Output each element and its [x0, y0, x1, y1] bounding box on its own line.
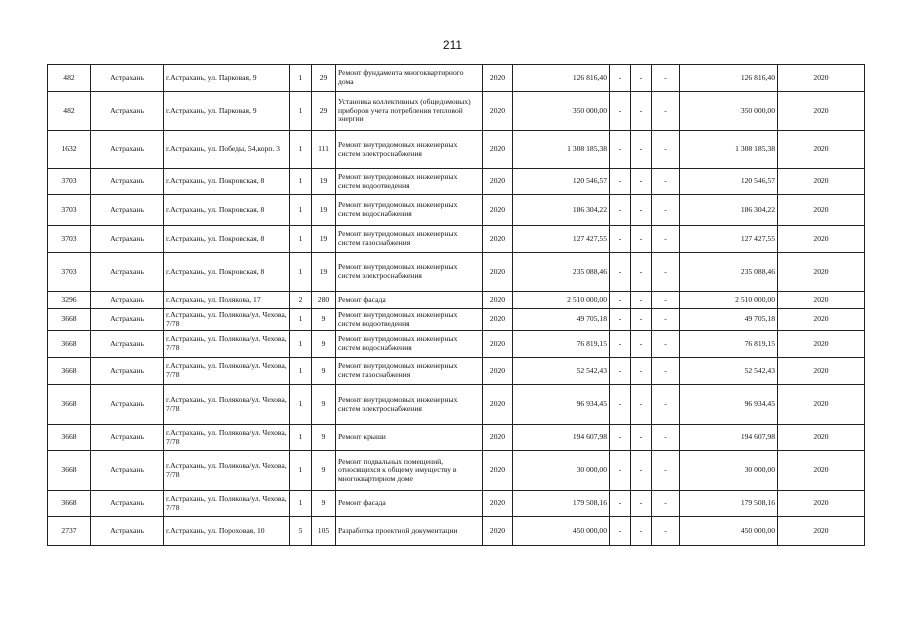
city-cell: Астрахань [91, 358, 164, 385]
empty-value-cell: - [652, 358, 680, 385]
city-cell: Астрахань [91, 309, 164, 331]
table-row [48, 491, 865, 517]
empty-value-cell: - [631, 309, 652, 331]
table-row [48, 385, 865, 425]
city-cell: Астрахань [91, 385, 164, 425]
work-type-cell: Ремонт подвальных помещений, относящихся к общему имуществу в многоквартирном доме [336, 451, 483, 491]
table-row [48, 309, 865, 331]
total-amount-cell: 350 000,00 [680, 92, 778, 131]
table-row [48, 331, 865, 358]
empty-value-cell: - [610, 358, 631, 385]
work-type-cell: Установка коллективных (общедомовых) приборов учета потребления тепловой энергии [336, 92, 483, 131]
object-id-cell: 3668 [48, 425, 91, 451]
city-cell: Астрахань [91, 491, 164, 517]
empty-value-cell: - [631, 292, 652, 309]
floors-cell: 2 [290, 292, 312, 309]
table-row [48, 358, 865, 385]
object-id-cell: 3668 [48, 491, 91, 517]
address-cell: г.Астрахань, ул. Полякова/ул. Чехова, 7/78 [164, 425, 290, 451]
empty-value-cell: - [610, 195, 631, 226]
empty-value-cell: - [610, 491, 631, 517]
finish-year-cell: 2020 [778, 92, 865, 131]
apartments-cell: 29 [312, 92, 336, 131]
address-cell: г.Астрахань, ул. Полякова/ул. Чехова, 7/78 [164, 309, 290, 331]
empty-value-cell: - [652, 425, 680, 451]
empty-value-cell: - [610, 292, 631, 309]
empty-value-cell: - [652, 491, 680, 517]
table-row [48, 195, 865, 226]
year-cell: 2020 [483, 131, 513, 169]
table-row [48, 92, 865, 131]
table-row [48, 226, 865, 253]
empty-value-cell: - [610, 169, 631, 195]
finish-year-cell: 2020 [778, 195, 865, 226]
empty-value-cell: - [610, 425, 631, 451]
finish-year-cell: 2020 [778, 425, 865, 451]
object-id-cell: 3668 [48, 385, 91, 425]
city-cell: Астрахань [91, 195, 164, 226]
work-type-cell: Ремонт крыши [336, 425, 483, 451]
empty-value-cell: - [610, 226, 631, 253]
table-row [48, 517, 865, 546]
empty-value-cell: - [610, 309, 631, 331]
empty-value-cell: - [652, 169, 680, 195]
year-cell: 2020 [483, 226, 513, 253]
total-amount-cell: 76 819,15 [680, 331, 778, 358]
apartments-cell: 29 [312, 65, 336, 92]
table-row [48, 65, 865, 92]
amount-cell: 120 546,57 [513, 169, 610, 195]
empty-value-cell: - [652, 292, 680, 309]
empty-value-cell: - [631, 253, 652, 292]
amount-cell: 49 705,18 [513, 309, 610, 331]
work-type-cell: Ремонт фасада [336, 292, 483, 309]
table-body [48, 65, 865, 546]
total-amount-cell: 194 607,98 [680, 425, 778, 451]
total-amount-cell: 127 427,55 [680, 226, 778, 253]
finish-year-cell: 2020 [778, 385, 865, 425]
floors-cell: 1 [290, 92, 312, 131]
empty-value-cell: - [610, 385, 631, 425]
address-cell: г.Астрахань, ул. Полякова/ул. Чехова, 7/78 [164, 385, 290, 425]
total-amount-cell: 1 308 185,38 [680, 131, 778, 169]
object-id-cell: 2737 [48, 517, 91, 546]
apartments-cell: 19 [312, 195, 336, 226]
year-cell: 2020 [483, 491, 513, 517]
empty-value-cell: - [652, 331, 680, 358]
finish-year-cell: 2020 [778, 517, 865, 546]
address-cell: г.Астрахань, ул. Покровская, 8 [164, 226, 290, 253]
total-amount-cell: 96 934,45 [680, 385, 778, 425]
address-cell: г.Астрахань, ул. Покровская, 8 [164, 169, 290, 195]
city-cell: Астрахань [91, 65, 164, 92]
floors-cell: 1 [290, 226, 312, 253]
amount-cell: 76 819,15 [513, 331, 610, 358]
apartments-cell: 19 [312, 169, 336, 195]
empty-value-cell: - [631, 451, 652, 491]
apartments-cell: 9 [312, 491, 336, 517]
floors-cell: 1 [290, 131, 312, 169]
city-cell: Астрахань [91, 292, 164, 309]
apartments-cell: 9 [312, 451, 336, 491]
amount-cell: 96 934,45 [513, 385, 610, 425]
finish-year-cell: 2020 [778, 226, 865, 253]
year-cell: 2020 [483, 65, 513, 92]
floors-cell: 1 [290, 491, 312, 517]
amount-cell: 52 542,43 [513, 358, 610, 385]
empty-value-cell: - [610, 331, 631, 358]
address-cell: г.Астрахань, ул. Полякова/ул. Чехова, 7/78 [164, 491, 290, 517]
object-id-cell: 3668 [48, 358, 91, 385]
empty-value-cell: - [610, 131, 631, 169]
address-cell: г.Астрахань, ул. Победы, 54,корп. 3 [164, 131, 290, 169]
work-type-cell: Ремонт внутридомовых инженерных систем электроснабжения [336, 131, 483, 169]
work-type-cell: Ремонт внутридомовых инженерных систем водоотведения [336, 169, 483, 195]
finish-year-cell: 2020 [778, 131, 865, 169]
total-amount-cell: 2 510 000,00 [680, 292, 778, 309]
floors-cell: 5 [290, 517, 312, 546]
floors-cell: 1 [290, 358, 312, 385]
object-id-cell: 3668 [48, 309, 91, 331]
empty-value-cell: - [652, 253, 680, 292]
empty-value-cell: - [610, 92, 631, 131]
work-type-cell: Разработка проектной документации [336, 517, 483, 546]
address-cell: г.Астрахань, ул. Покровская, 8 [164, 253, 290, 292]
amount-cell: 1 308 185,38 [513, 131, 610, 169]
floors-cell: 1 [290, 331, 312, 358]
floors-cell: 1 [290, 253, 312, 292]
empty-value-cell: - [631, 195, 652, 226]
object-id-cell: 3668 [48, 451, 91, 491]
finish-year-cell: 2020 [778, 358, 865, 385]
object-id-cell: 482 [48, 92, 91, 131]
total-amount-cell: 450 000,00 [680, 517, 778, 546]
apartments-cell: 9 [312, 425, 336, 451]
repair-registry-table [47, 64, 865, 546]
table-row [48, 292, 865, 309]
finish-year-cell: 2020 [778, 292, 865, 309]
finish-year-cell: 2020 [778, 331, 865, 358]
empty-value-cell: - [631, 425, 652, 451]
apartments-cell: 9 [312, 385, 336, 425]
city-cell: Астрахань [91, 131, 164, 169]
empty-value-cell: - [610, 451, 631, 491]
finish-year-cell: 2020 [778, 253, 865, 292]
total-amount-cell: 126 816,40 [680, 65, 778, 92]
year-cell: 2020 [483, 451, 513, 491]
table-row [48, 451, 865, 491]
floors-cell: 1 [290, 385, 312, 425]
amount-cell: 127 427,55 [513, 226, 610, 253]
city-cell: Астрахань [91, 425, 164, 451]
page-number: 211 [442, 38, 463, 52]
year-cell: 2020 [483, 358, 513, 385]
object-id-cell: 3703 [48, 253, 91, 292]
floors-cell: 1 [290, 309, 312, 331]
empty-value-cell: - [631, 491, 652, 517]
address-cell: г.Астрахань, ул. Полякова/ул. Чехова, 7/78 [164, 331, 290, 358]
amount-cell: 186 304,22 [513, 195, 610, 226]
work-type-cell: Ремонт внутридомовых инженерных систем водоснабжения [336, 331, 483, 358]
apartments-cell: 111 [312, 131, 336, 169]
empty-value-cell: - [610, 253, 631, 292]
object-id-cell: 3703 [48, 195, 91, 226]
finish-year-cell: 2020 [778, 491, 865, 517]
empty-value-cell: - [652, 195, 680, 226]
city-cell: Астрахань [91, 92, 164, 131]
empty-value-cell: - [652, 131, 680, 169]
empty-value-cell: - [631, 226, 652, 253]
total-amount-cell: 186 304,22 [680, 195, 778, 226]
address-cell: г.Астрахань, ул. Полякова/ул. Чехова, 7/78 [164, 451, 290, 491]
year-cell: 2020 [483, 253, 513, 292]
floors-cell: 1 [290, 169, 312, 195]
empty-value-cell: - [631, 131, 652, 169]
amount-cell: 2 510 000,00 [513, 292, 610, 309]
apartments-cell: 9 [312, 358, 336, 385]
finish-year-cell: 2020 [778, 169, 865, 195]
total-amount-cell: 30 000,00 [680, 451, 778, 491]
table-row [48, 425, 865, 451]
empty-value-cell: - [652, 65, 680, 92]
empty-value-cell: - [631, 517, 652, 546]
city-cell: Астрахань [91, 253, 164, 292]
total-amount-cell: 120 546,57 [680, 169, 778, 195]
year-cell: 2020 [483, 331, 513, 358]
address-cell: г.Астрахань, ул. Полякова, 17 [164, 292, 290, 309]
amount-cell: 235 088,46 [513, 253, 610, 292]
empty-value-cell: - [631, 169, 652, 195]
work-type-cell: Ремонт внутридомовых инженерных систем электроснабжения [336, 385, 483, 425]
amount-cell: 450 000,00 [513, 517, 610, 546]
empty-value-cell: - [652, 385, 680, 425]
finish-year-cell: 2020 [778, 65, 865, 92]
empty-value-cell: - [652, 517, 680, 546]
year-cell: 2020 [483, 517, 513, 546]
empty-value-cell: - [631, 65, 652, 92]
apartments-cell: 9 [312, 309, 336, 331]
year-cell: 2020 [483, 292, 513, 309]
finish-year-cell: 2020 [778, 309, 865, 331]
apartments-cell: 19 [312, 226, 336, 253]
city-cell: Астрахань [91, 331, 164, 358]
apartments-cell: 9 [312, 331, 336, 358]
empty-value-cell: - [631, 331, 652, 358]
floors-cell: 1 [290, 451, 312, 491]
year-cell: 2020 [483, 195, 513, 226]
amount-cell: 179 508,16 [513, 491, 610, 517]
city-cell: Астрахань [91, 226, 164, 253]
total-amount-cell: 49 705,18 [680, 309, 778, 331]
floors-cell: 1 [290, 65, 312, 92]
address-cell: г.Астрахань, ул. Парковая, 9 [164, 92, 290, 131]
work-type-cell: Ремонт внутридомовых инженерных систем газоснабжения [336, 358, 483, 385]
empty-value-cell: - [610, 65, 631, 92]
city-cell: Астрахань [91, 517, 164, 546]
year-cell: 2020 [483, 169, 513, 195]
object-id-cell: 3703 [48, 169, 91, 195]
object-id-cell: 3668 [48, 331, 91, 358]
address-cell: г.Астрахань, ул. Полякова/ул. Чехова, 7/78 [164, 358, 290, 385]
empty-value-cell: - [610, 517, 631, 546]
table-row [48, 131, 865, 169]
address-cell: г.Астрахань, ул. Покровская, 8 [164, 195, 290, 226]
year-cell: 2020 [483, 385, 513, 425]
city-cell: Астрахань [91, 451, 164, 491]
finish-year-cell: 2020 [778, 451, 865, 491]
empty-value-cell: - [652, 92, 680, 131]
year-cell: 2020 [483, 309, 513, 331]
apartments-cell: 280 [312, 292, 336, 309]
table-row [48, 253, 865, 292]
object-id-cell: 3703 [48, 226, 91, 253]
address-cell: г.Астрахань, ул. Пороховая, 10 [164, 517, 290, 546]
total-amount-cell: 179 508,16 [680, 491, 778, 517]
empty-value-cell: - [652, 309, 680, 331]
year-cell: 2020 [483, 425, 513, 451]
floors-cell: 1 [290, 425, 312, 451]
work-type-cell: Ремонт внутридомовых инженерных систем водоснабжения [336, 195, 483, 226]
year-cell: 2020 [483, 92, 513, 131]
object-id-cell: 3296 [48, 292, 91, 309]
apartments-cell: 105 [312, 517, 336, 546]
amount-cell: 126 816,40 [513, 65, 610, 92]
object-id-cell: 1632 [48, 131, 91, 169]
empty-value-cell: - [652, 226, 680, 253]
apartments-cell: 19 [312, 253, 336, 292]
work-type-cell: Ремонт фундамента многоквартирного дома [336, 65, 483, 92]
work-type-cell: Ремонт внутридомовых инженерных систем водоотведения [336, 309, 483, 331]
table-row [48, 169, 865, 195]
city-cell: Астрахань [91, 169, 164, 195]
work-type-cell: Ремонт внутридомовых инженерных систем газоснабжения [336, 226, 483, 253]
total-amount-cell: 52 542,43 [680, 358, 778, 385]
amount-cell: 30 000,00 [513, 451, 610, 491]
empty-value-cell: - [652, 451, 680, 491]
floors-cell: 1 [290, 195, 312, 226]
total-amount-cell: 235 088,46 [680, 253, 778, 292]
empty-value-cell: - [631, 385, 652, 425]
address-cell: г.Астрахань, ул. Парковая, 9 [164, 65, 290, 92]
empty-value-cell: - [631, 358, 652, 385]
amount-cell: 350 000,00 [513, 92, 610, 131]
work-type-cell: Ремонт внутридомовых инженерных систем электроснабжения [336, 253, 483, 292]
empty-value-cell: - [631, 92, 652, 131]
object-id-cell: 482 [48, 65, 91, 92]
amount-cell: 194 607,98 [513, 425, 610, 451]
work-type-cell: Ремонт фасада [336, 491, 483, 517]
